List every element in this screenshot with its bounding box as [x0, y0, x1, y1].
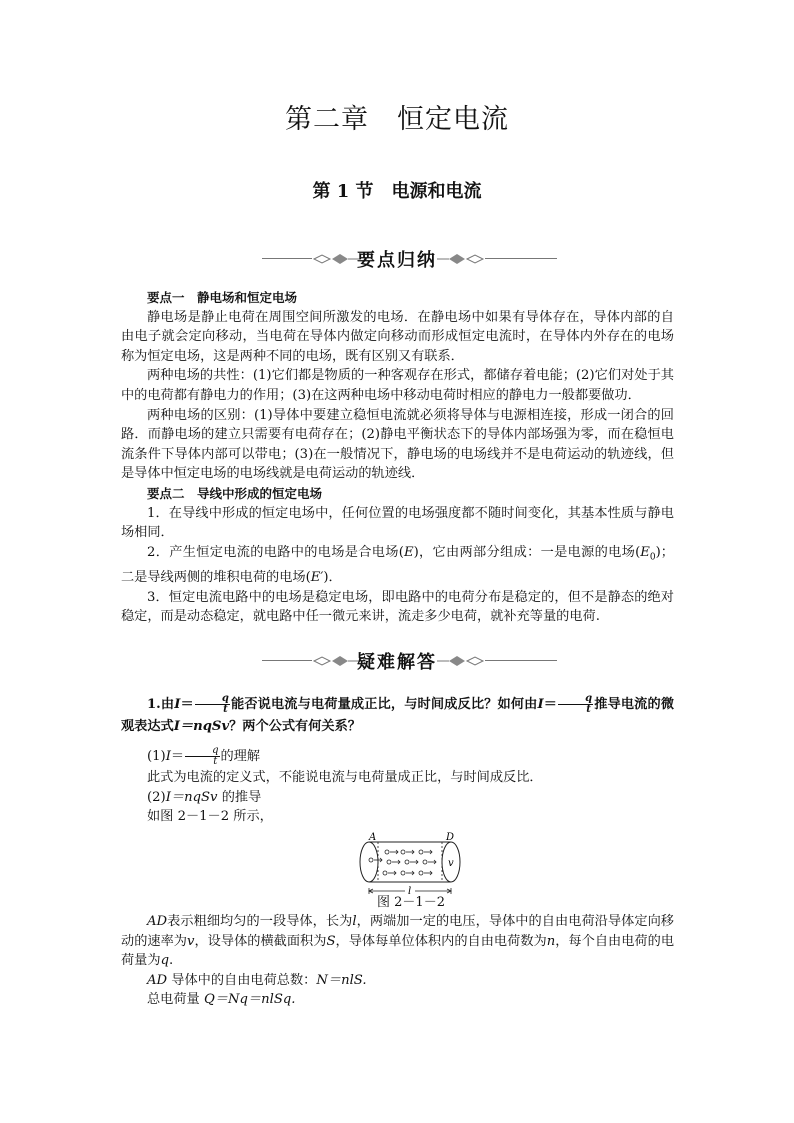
fraction-q-over-t: $\frac{q}{t}$ — [185, 746, 219, 767]
section-title: 第 1 节 电源和电流 — [312, 181, 482, 202]
figure-caption: 图 2－1－2 — [377, 895, 445, 910]
banner-key-points — [0, 246, 794, 272]
answer-1-definition-text: 此式为电流的定义式，不能说电流与电荷量成正比，与时间成反比． — [147, 770, 543, 785]
chapter-title: 第二章 恒定电流 — [285, 104, 509, 135]
derivation-paragraph: AD表示粗细均匀的一段导体，长为l，两端加一定的电压，导体中的自由电荷沿导体定向移动的速率为v，设导体的横截面积为S，导体每单位体积内的自由电荷数为n，每个自由电荷的电荷量为q. — [121, 914, 675, 969]
key-point-1-paragraph-1: 静电场是静止电荷在周围空间所激发的电场．在静电场中如果有导体存在，导体内部的自由电子就会定向移动，当电荷在导体内做定向移动而形成恒定电流时，在导体内外存在的电场称为恒定电场，这是两种不同的电场，既有区别又有联系． — [121, 309, 674, 364]
figure-label-d: D — [446, 832, 455, 843]
banner-key-points-title: 要点归纳 — [357, 250, 437, 271]
key-point-1-heading: 要点一 静电场和恒定电场 — [147, 290, 298, 305]
key-point-2-paragraph-3: 3．恒定电流电路中的电场是稳定电场，即电路中的电荷分布是稳定的，但不是静态的绝对稳定，而是动态稳定，就电路中任一微元来讲，流走多少电荷，就补充等量的电荷. — [121, 589, 674, 625]
answer-1-figure-ref: 如图 2－1－2 所示， — [147, 809, 273, 825]
question-1 — [121, 694, 674, 738]
key-point-1-paragraph-2: 两种电场的共性：(1)它们都是物质的一种客观存在形式，都储存着电能；(2)它们对处于其中的电荷都有静电力的作用；(3)在这两种电场中移动电荷时相应的静电力一般都要做功． — [121, 368, 674, 403]
banner-right-line — [485, 660, 557, 661]
figure-label-v: v — [448, 858, 454, 869]
banner-difficulties — [0, 648, 794, 674]
answer-1-subheading-2: (2)I＝nqSv 的推导 — [147, 789, 262, 805]
total-charge-count: AD 导体中的自由电荷总数：N＝nlS. — [147, 972, 367, 988]
key-point-2-heading: 要点二 导线中形成的恒定电场 — [147, 485, 323, 501]
answer-1 — [121, 746, 674, 827]
figure-label-a: A — [369, 832, 377, 843]
banner-right-ornament-icon — [437, 653, 485, 669]
key-point-2-paragraph-2: 2．产生恒定电流的电路中的电场是合电场(E)，它由两部分组成：一是电源的电场$(E_0)$；二是导线两侧的堆积电荷的电场(E′)． — [121, 544, 674, 585]
answer-1-derivation — [121, 912, 674, 1010]
figure-label-l: l — [408, 886, 412, 897]
fraction-q-over-t: $\frac{q}{t}$ — [195, 694, 230, 715]
banner-difficulties-title: 疑难解答 — [357, 652, 437, 673]
key-point-2-paragraph-1: 1．在导线中形成的恒定电场中，任何位置的电场强度都不随时间变化，其基本性质与静电场相同． — [121, 505, 674, 541]
key-point-1-paragraph-3: 两种电场的区别：(1)导体中要建立稳恒电流就必须将导体与电源相连接，形成一闭合的回路．而静电场的建立只需要有电荷存在；(2)静电平衡状态下的导体内部场强为零，而在稳恒电流条件下导体内部可以带电；(3)在一般情况下，静电场的电场线并不是电荷运动的轨迹线，但是导体中恒定电场的电场线就是电荷运动的轨迹线． — [121, 407, 674, 482]
key-points-body — [121, 288, 674, 627]
banner-right-line — [485, 258, 557, 259]
question-1-text: 1.由I＝ $\frac{q}{t}$ 能否说电流与电荷量成正比，与时间成反比？如何由I＝ $\frac{q}{t}$ 推导电流的微观表达式I＝nqSv？两个公式有何关系？ — [121, 693, 675, 734]
answer-1-subheading-1: (1)I＝ $\frac{q}{t}$ 的理解 — [147, 745, 261, 767]
fraction-q-over-t: $\frac{q}{t}$ — [558, 694, 593, 715]
banner-right-ornament-icon — [437, 251, 485, 267]
total-charge-amount: 总电荷量 Q＝Nq＝nlSq. — [147, 992, 296, 1008]
